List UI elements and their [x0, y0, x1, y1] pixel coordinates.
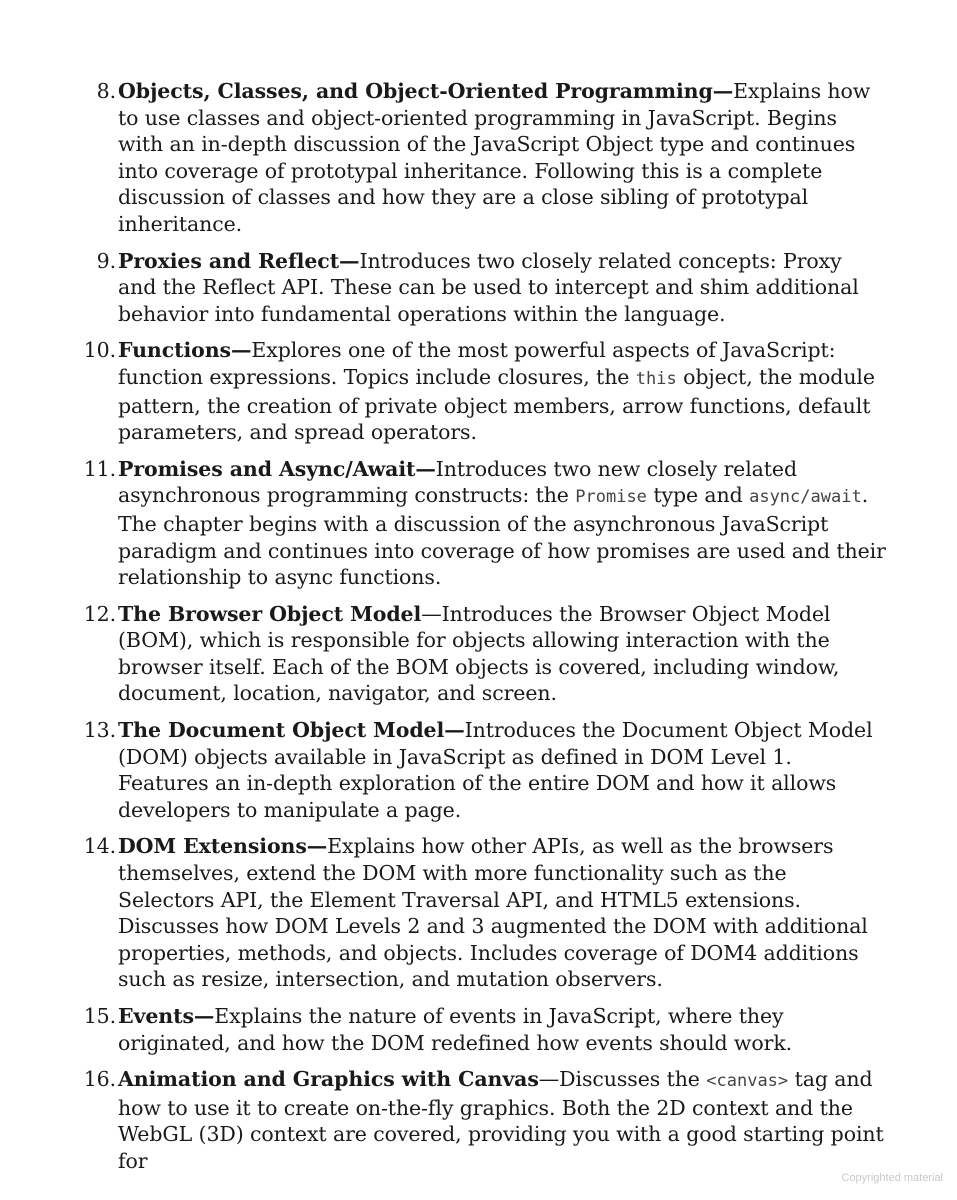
inline-code: this [635, 368, 677, 389]
chapter-description [118, 337, 886, 445]
chapter-description [118, 833, 886, 993]
chapter-number: 14. [83, 834, 116, 859]
chapter-number: 8. [96, 79, 116, 103]
chapter-number: 13. [83, 718, 116, 743]
chapter-text: . The chapter begins with a discussion of the asynchronous JavaScript paradigm and continues into coverage of how promises are used and their relationship to async functions. [118, 483, 886, 590]
chapter-text: Explores one of the most powerful aspects of JavaScript: function expressions. Topics include closures, the [118, 338, 836, 389]
chapter-number: 10. [83, 338, 116, 363]
chapter-list [76, 78, 886, 1185]
chapter-text: Introduces two closely related concepts: Proxy and the Reflect API. These can be used to intercept and shim additional behavior into fundamental operations within the language. [118, 248, 859, 326]
chapter-number: 15. [83, 1004, 116, 1028]
chapter-text: —Introduces the Browser Object Model (BOM), which is responsible for objects allowing interaction with the browser itself. Each of the BOM objects is covered, including window, document, location, navigator, and screen. [118, 601, 840, 706]
inline-code: async/await [749, 487, 862, 508]
chapter-text: Introduces the Document Object Model (DOM) objects available in JavaScript as defined in DOM Level 1. Features an in-depth exploration of the entire DOM and how it allows developers to manipulate a page. [118, 718, 873, 822]
chapter-number: 12. [83, 601, 116, 626]
chapter-description [118, 717, 886, 823]
chapter-description [118, 248, 886, 328]
chapter-title: Promises and Async/Await— [118, 456, 436, 481]
chapter-number: 9. [96, 248, 116, 273]
chapter-number: 16. [83, 1067, 116, 1092]
chapter-text: —Discusses the [538, 1067, 707, 1092]
chapter-text: Explains the nature of events in JavaScript, where they originated, and how the DOM redefined how events should work. [118, 1004, 793, 1055]
chapter-number: 11. [83, 456, 116, 481]
chapter-title: Animation and Graphics with Canvas [118, 1067, 539, 1092]
chapter-text: Explains how other APIs, as well as the browsers themselves, extend the DOM with more functionality such as the Selectors API, the Element Traversal API, and HTML5 extensions. Discusses how DOM Levels 2 and 3 augmented the DOM with additional properties, methods, and objects. Includes coverage of DOM4 additions such as resize, intersection, and mutation observers. [118, 834, 868, 992]
chapter-title: The Browser Object Model [118, 601, 422, 626]
chapter-title: Events— [118, 1004, 215, 1028]
chapter-entry-10 [76, 337, 886, 445]
chapter-title: Objects, Classes, and Object-Oriented Programming— [118, 79, 734, 103]
chapter-entry-12 [76, 601, 886, 707]
chapter-description [118, 601, 886, 707]
chapter-text: type and [646, 483, 750, 508]
chapter-entry-8 [76, 78, 886, 238]
chapter-text: Introduces two new closely related asynchronous programming constructs: the [118, 456, 797, 508]
chapter-description [118, 456, 886, 591]
chapter-text: tag and how to use it to create on-the-fly graphics. Both the 2D context and the WebGL (3D) context are covered, providing you with a good starting point for [118, 1067, 884, 1173]
chapter-entry-15 [76, 1003, 886, 1056]
chapter-entry-14 [76, 833, 886, 993]
chapter-description [118, 1003, 886, 1056]
chapter-entry-16 [76, 1066, 886, 1174]
inline-code: Promise [575, 487, 647, 508]
chapter-title: The Document Object Model— [118, 718, 465, 743]
chapter-entry-11 [76, 456, 886, 591]
chapter-text: object, the module pattern, the creation of private object members, arrow functions, default parameters, and spread operators. [118, 364, 875, 445]
chapter-title: Proxies and Reflect— [118, 248, 360, 273]
chapter-entry-9 [76, 248, 886, 328]
chapter-description [118, 78, 886, 238]
chapter-text: Explains how to use classes and object-oriented programming in JavaScript. Begins with an in-depth discussion of the JavaScript Object type and continues into coverage of prototypal inheritance. Following this is a complete discussion of classes and how they are a close sibling of prototypal inheritance. [118, 79, 871, 236]
inline-code: <canvas> [706, 1071, 789, 1092]
copyright-watermark: Copyrighted material [841, 1172, 943, 1184]
chapter-title: Functions— [118, 338, 252, 363]
chapter-title: DOM Extensions— [118, 834, 328, 859]
chapter-description [118, 1066, 886, 1174]
chapter-entry-13 [76, 717, 886, 823]
